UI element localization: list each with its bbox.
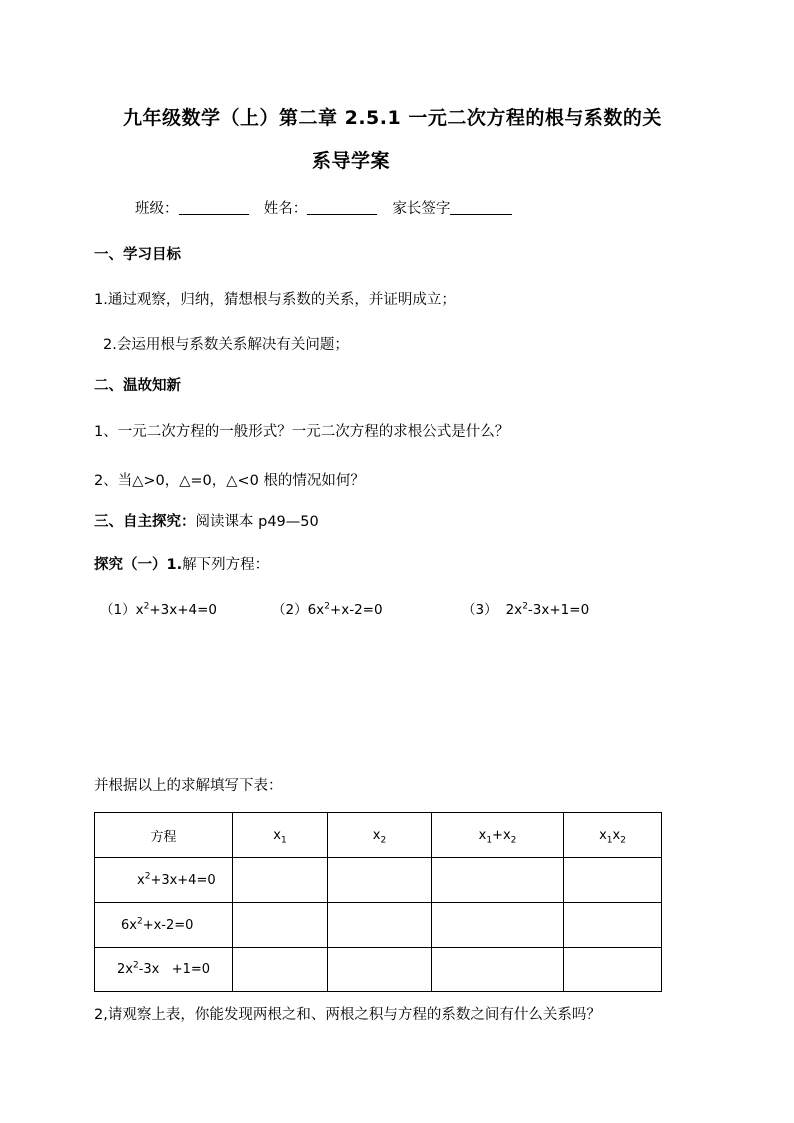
- class-blank[interactable]: [179, 200, 249, 215]
- header-x1: [233, 813, 328, 858]
- header-product: [564, 813, 662, 858]
- equation-term: +3x+4=0: [149, 602, 218, 618]
- section3-reading: 阅读课本 p49—50: [195, 514, 319, 530]
- class-label: 班级：: [135, 201, 179, 217]
- equation-term: +x-2=0: [142, 917, 194, 933]
- equation-number: （3）: [462, 602, 498, 618]
- section2-heading: 二、温故知新: [94, 378, 181, 394]
- name-label: 姓名：: [263, 201, 308, 217]
- header-plus: +: [492, 827, 503, 843]
- answer-cell[interactable]: [564, 948, 662, 992]
- table-header-row: [95, 813, 662, 858]
- table-row: [95, 903, 662, 948]
- equation-term: 6x: [121, 917, 137, 933]
- table-intro: 并根据以上的求解填写下表：: [94, 778, 283, 794]
- header-x-var: x: [372, 827, 381, 843]
- document-title-line2: 系导学案: [312, 150, 391, 172]
- header-equation: 方程: [95, 813, 233, 858]
- equation-term: -3x +1=0: [138, 962, 211, 977]
- answer-cell[interactable]: [432, 948, 564, 992]
- row-equation: [95, 903, 233, 948]
- equation-term: 2x: [505, 602, 523, 618]
- equation-3: [462, 598, 589, 618]
- equation-term: 2x: [117, 962, 133, 977]
- equation-exponent: 2: [136, 916, 143, 927]
- header-subscript: 2: [380, 835, 387, 846]
- equation-term: 6x: [307, 602, 325, 618]
- equation-term: x: [135, 602, 144, 618]
- equation-exponent: 2: [143, 601, 150, 612]
- explore-line: [94, 553, 269, 574]
- equation-number: （1）: [100, 602, 136, 618]
- header-x-var: x: [599, 827, 607, 843]
- header-x-var: x: [478, 827, 487, 843]
- section3-heading: 三、自主探究：: [94, 514, 196, 530]
- document-title-line1: 九年级数学（上）第二章 2.5.1 一元二次方程的根与系数的关: [123, 107, 662, 129]
- equation-term: +3x+4=0: [150, 872, 216, 888]
- answer-cell[interactable]: [328, 858, 432, 903]
- review-question-2: 2、当△>0，△=0，△<0 根的情况如何？: [94, 473, 365, 489]
- explore-label: 探究（一）1.: [94, 557, 183, 573]
- answer-cell[interactable]: [432, 903, 564, 948]
- header-x-var: x: [273, 827, 281, 843]
- review-question-1: 1、一元二次方程的一般形式？一元二次方程的求根公式是什么？: [94, 424, 510, 440]
- equation-number: （2）: [272, 602, 308, 618]
- equation-2: [272, 598, 383, 618]
- equation-exponent: 2: [522, 601, 528, 612]
- answer-cell[interactable]: [233, 903, 328, 948]
- header-subscript: 1: [486, 835, 493, 846]
- observation-question: 2,请观察上表，你能发现两根之和、两根之积与方程的系数之间有什么关系吗？: [94, 1007, 601, 1023]
- table-row: [95, 858, 662, 903]
- answer-cell[interactable]: [328, 903, 432, 948]
- section1-heading: 一、学习目标: [94, 247, 181, 263]
- roots-coefficients-table: [94, 812, 662, 992]
- table-row: [95, 948, 662, 992]
- answer-cell[interactable]: [233, 948, 328, 992]
- objective-1: 1.通过观察，归纳，猜想根与系数的关系，并证明成立；: [94, 292, 456, 308]
- header-subscript: 1: [280, 835, 287, 846]
- row-equation: [95, 948, 233, 992]
- section3-heading-line: [94, 510, 319, 531]
- answer-cell[interactable]: [233, 858, 328, 903]
- equation-exponent: 2: [324, 601, 330, 612]
- header-x-var: x: [502, 827, 511, 843]
- explore-instruction: 解下列方程：: [182, 557, 270, 573]
- header-x-var: x: [612, 827, 621, 843]
- equation-term: -3x+1=0: [527, 602, 590, 618]
- header-subscript: 2: [510, 835, 517, 846]
- answer-cell[interactable]: [328, 948, 432, 992]
- parent-signature-blank[interactable]: [450, 200, 512, 215]
- header-x2: [328, 813, 432, 858]
- equation-1: [100, 598, 217, 618]
- row-equation: [95, 858, 233, 903]
- equation-term: x: [137, 872, 145, 888]
- equation-exponent: 2: [144, 871, 151, 882]
- header-subscript: 1: [606, 835, 613, 846]
- objective-2: 2.会运用根与系数关系解决有关问题；: [103, 337, 349, 353]
- parent-signature-label: 家长签字: [392, 201, 451, 217]
- equation-exponent: 2: [132, 960, 139, 971]
- header-sum: [432, 813, 564, 858]
- name-blank[interactable]: [307, 200, 377, 215]
- answer-cell[interactable]: [564, 858, 662, 903]
- equation-term: +x-2=0: [329, 602, 383, 618]
- answer-cell[interactable]: [564, 903, 662, 948]
- answer-cell[interactable]: [432, 858, 564, 903]
- student-info-line: [135, 197, 512, 218]
- header-subscript: 2: [620, 835, 626, 846]
